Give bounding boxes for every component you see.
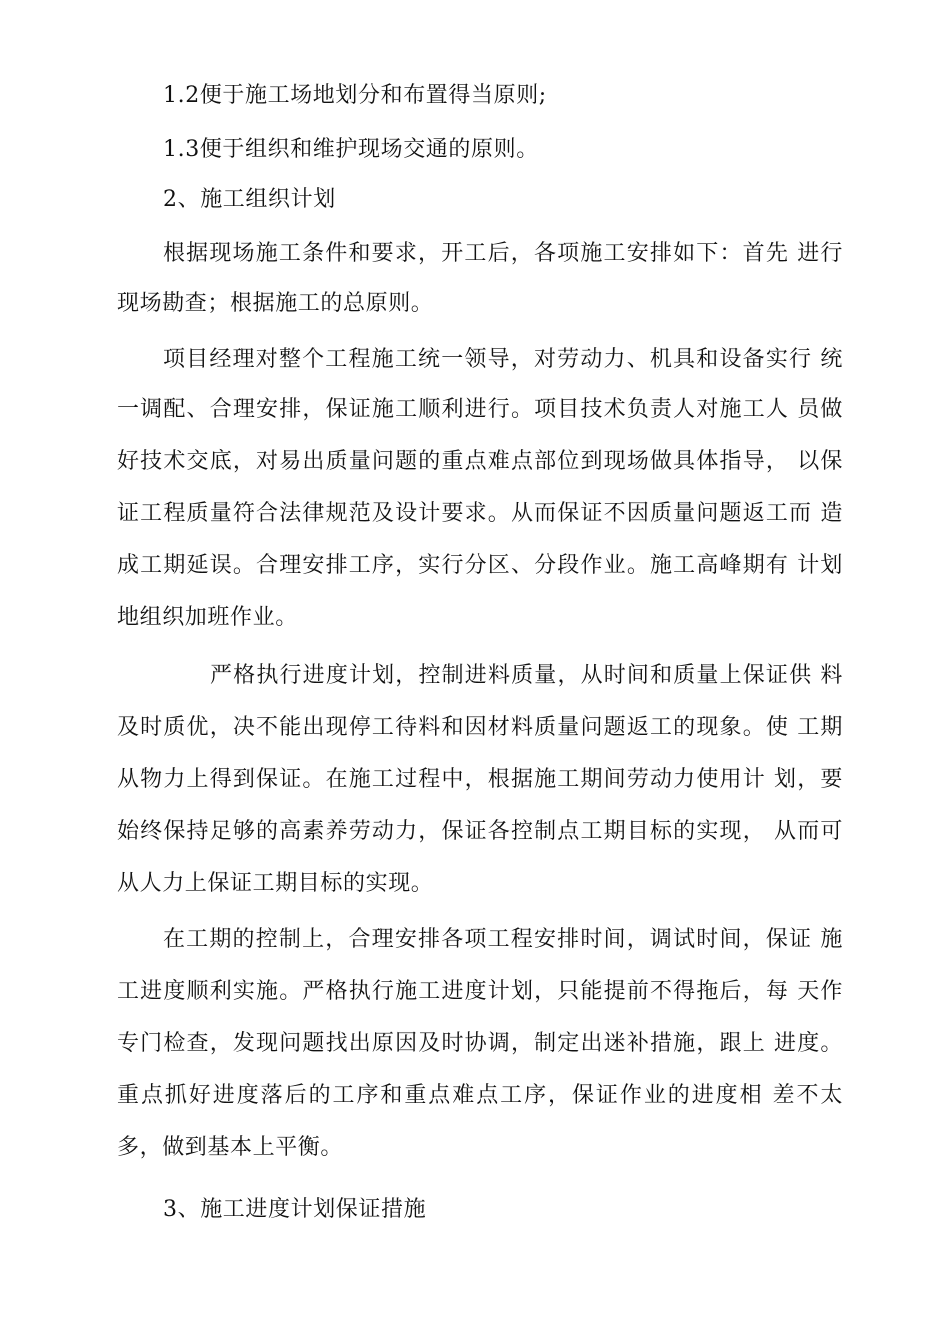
- paragraph-line: 项目经理对整个工程施工统一领导，对劳动力、机具和设备实行 统: [163, 347, 843, 372]
- paragraph-line: 在工期的控制上，合理安排各项工程安排时间，调试时间，保证 施: [163, 927, 843, 952]
- paragraph-line: 始终保持足够的高素养劳动力，保证各控制点工期目标的实现， 从而可: [117, 819, 843, 844]
- paragraph-line: 工进度顺利实施。严格执行施工进度计划，只能提前不得拖后，每 天作: [117, 979, 843, 1004]
- paragraph-line: 多，做到基本上平衡。: [117, 1135, 344, 1160]
- paragraph-line: 地组织加班作业。: [117, 605, 298, 630]
- paragraph-line: 严格执行进度计划，控制进料质量，从时间和质量上保证供 料: [210, 663, 843, 688]
- text-line-1-3: 1.3便于组织和维护现场交通的原则。: [163, 137, 539, 162]
- section-heading-2: 2、施工组织计划: [163, 187, 336, 212]
- paragraph-line: 证工程质量符合法律规范及设计要求。从而保证不因质量问题返工而 造: [117, 501, 843, 526]
- paragraph-line: 及时质优，决不能出现停工待料和因材料质量问题返工的现象。使 工期: [117, 715, 843, 740]
- paragraph-line: 重点抓好进度落后的工序和重点难点工序，保证作业的进度相 差不太: [117, 1083, 843, 1108]
- section-heading-3: 3、施工进度计划保证措施: [163, 1197, 427, 1222]
- paragraph-line: 成工期延误。合理安排工序，实行分区、分段作业。施工高峰期有 计划: [117, 553, 843, 578]
- paragraph-line: 好技术交底，对易出质量问题的重点难点部位到现场做具体指导， 以保: [117, 449, 843, 474]
- text-line-1-2: 1.2便于施工场地划分和布置得当原则;: [163, 83, 547, 108]
- paragraph-line: 一调配、合理安排，保证施工顺利进行。项目技术负责人对施工人 员做: [117, 397, 843, 422]
- paragraph-line: 从物力上得到保证。在施工过程中，根据施工期间劳动力使用计 划，要: [117, 767, 843, 792]
- paragraph-line: 从人力上保证工期目标的实现。: [117, 871, 434, 896]
- paragraph-line: 根据现场施工条件和要求，开工后，各项施工安排如下：首先 进行: [163, 241, 843, 266]
- paragraph-line: 专门检查，发现问题找出原因及时协调，制定出迷补措施，跟上 进度。: [117, 1031, 843, 1056]
- paragraph-line: 现场勘查；根据施工的总原则。: [117, 291, 434, 316]
